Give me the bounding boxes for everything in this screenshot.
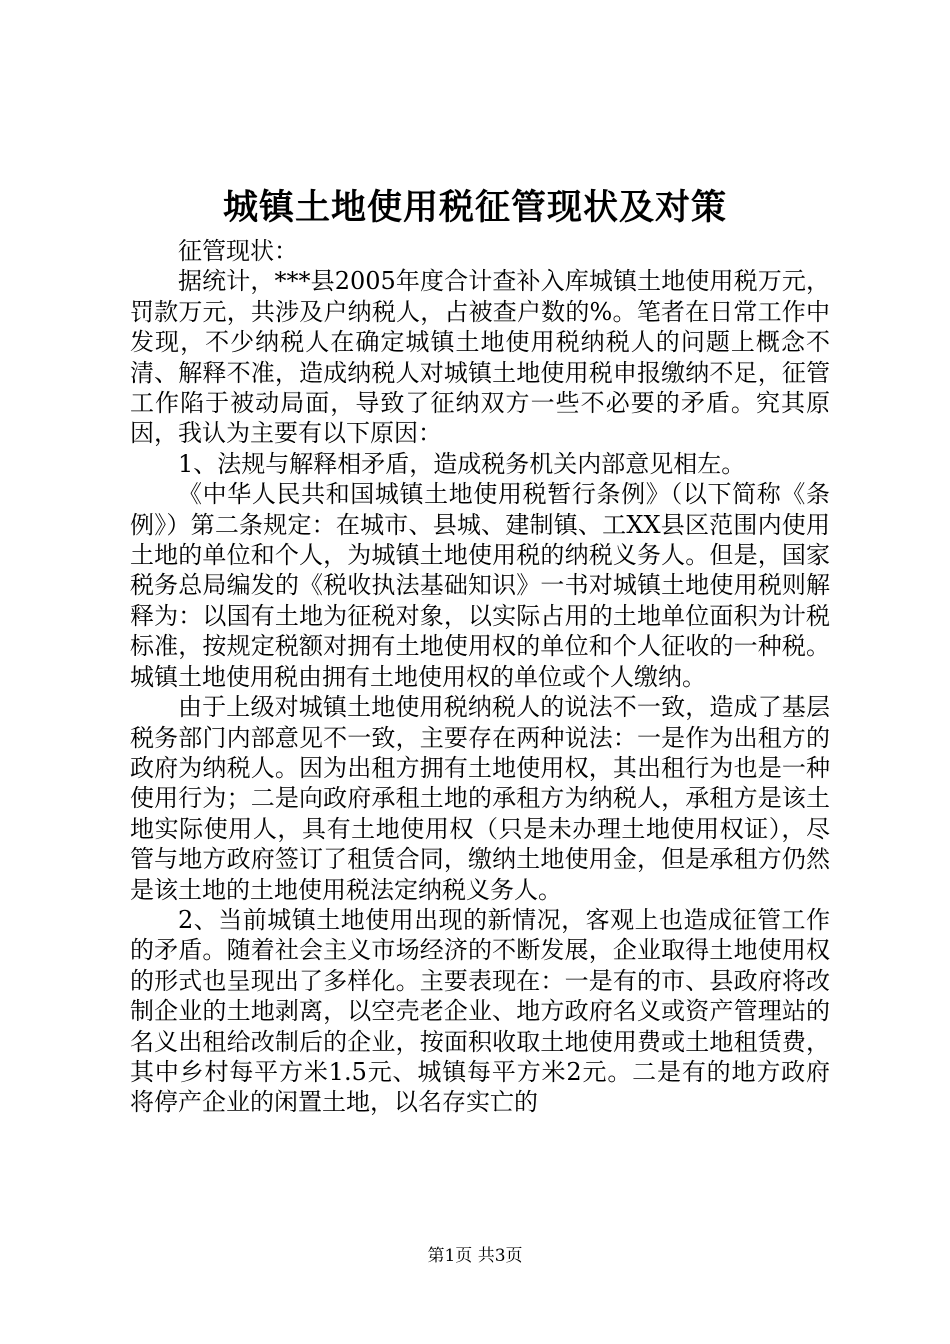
paragraph-point-1: 1、法规与解释相矛盾，造成税务机关内部意见相左。 bbox=[178, 449, 746, 478]
paragraph-regulation: 《中华人民共和国城镇土地使用税暂行条例》（以下简称《条例》）第二条规定：在城市、县城、建制镇、工XX县区范围内使用土地的单位和个人，为城镇土地使用税的纳税义务人。但是，国家税务总局编发的《税收执法基础知识》一书对城镇土地使用税则解释为：以国有土地为征税对象，以实际占用的土地单位面积为计税标准，按规定税额对拥有土地使用权的单位和个人征收的一种税。城镇土地使用税由拥有土地使用权的单位或个人缴纳。 bbox=[130, 480, 830, 691]
document-title: 城镇土地使用税征管现状及对策 bbox=[222, 187, 727, 228]
paragraph-statistics: 据统计，***县2005年度合计查补入库城镇土地使用税万元，罚款万元，共涉及户纳税人，占被查户数的%。笔者在日常工作中发现，不少纳税人在确定城镇土地使用税纳税人的问题上概念不清、解释不准，造成纳税人对城镇土地使用税申报缴纳不足，征管工作陷于被动局面，导致了征纳双方一些不必要的矛盾。究其原因，我认为主要有以下原因： bbox=[130, 267, 830, 448]
paragraph-section-heading: 征管现状： bbox=[178, 237, 298, 265]
paragraph-point-2: 2、当前城镇土地使用出现的新情况，客观上也造成征管工作的矛盾。随着社会主义市场经济的不断发展，企业取得土地使用权的形式也呈现出了多样化。主要表现在：一是有的市、县政府将改制企业的土地剥离，以空壳老企业、地方政府名义或资产管理站的名义出租给改制后的企业，按面积收取土地使用费或土地租赁费，其中乡村每平方米1.5元、城镇每平方米2元。二是有的地方政府将停产企业的闲置土地，以名存实亡的 bbox=[130, 905, 830, 1117]
page-footer: 第1页 共3页 bbox=[427, 1246, 523, 1266]
paragraph-disagreement: 由于上级对城镇土地使用税纳税人的说法不一致，造成了基层税务部门内部意见不一致，主要存在两种说法：一是作为出租方的政府为纳税人。因为出租方拥有土地使用权，其出租行为也是一种使用行为；二是向政府承租土地的承租方为纳税人，承租方是该土地实际使用人，具有土地使用权（只是未办理土地使用权证），尽管与地方政府签订了租赁合同，缴纳土地使用金，但是承租方仍然是该土地的土地使用税法定纳税义务人。 bbox=[130, 693, 830, 904]
document-body bbox=[130, 236, 830, 1118]
